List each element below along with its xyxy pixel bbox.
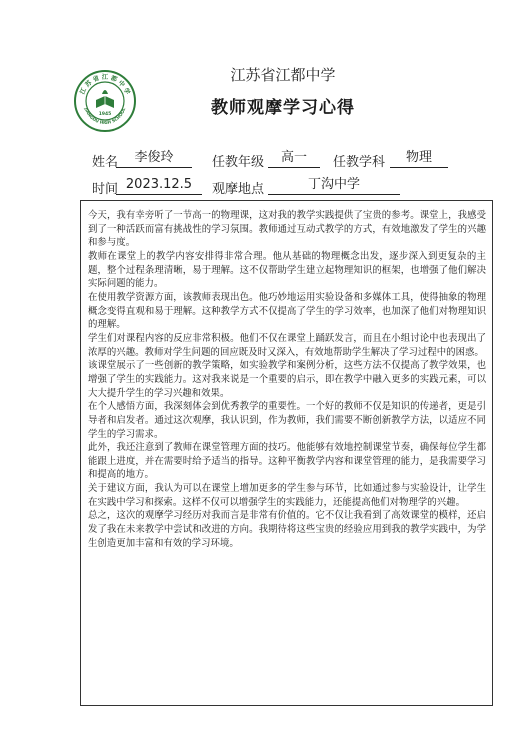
place-label: 观摩地点: [212, 182, 265, 197]
emblem-text-top: 江 苏 省 江 都 中 学: [79, 74, 131, 96]
name-label: 姓名: [92, 155, 119, 170]
paragraph-2: 教师在课堂上的教学内容安排得非常合理。他从基础的物理概念出发，逐步深入到更复杂的主题，整个过程条理清晰，易于理解。这不仅帮助学生建立起物理知识的框架，也增强了他们解决实际问题的能力。: [88, 250, 486, 290]
subject-label: 任教学科: [333, 155, 386, 170]
subject-value: 物理: [390, 149, 448, 168]
paragraph-1: 今天，我有幸旁听了一节高一的物理课，这对我的教学实践提供了宝贵的参考。课堂上，我感受到了一种活跃而富有挑战性的学习氛围。教师通过互动式教学的方式，有效地激发了学生的兴趣和参与度。: [88, 210, 486, 249]
paragraph-5: 该课堂展示了一些创新的教学策略，如实验教学和案例分析，这些方法不仅提高了教学效果，也增强了学生的实践能力。这对我来说是一个重要的启示，即在教学中融入更多的实践元素，可以大大提升学生的学习兴趣和效果。: [88, 360, 486, 399]
paragraph-7: 此外，我还注意到了教师在课堂管理方面的技巧。他能够有效地控制课堂节奏，确保每位学生都能跟上进度，并在需要时给予适当的指导。这种平衡教学内容和课堂管理的能力，是我需要学习和提高的地方。: [88, 442, 486, 481]
emblem-year: 1945: [98, 112, 112, 117]
name-value: 李俊玲: [116, 149, 192, 168]
place-value: 丁沟中学: [268, 176, 400, 195]
reflection-text-box: [80, 200, 493, 706]
document-title: 教师观摩学习心得: [211, 98, 355, 118]
grade-value: 高一: [268, 149, 320, 168]
emblem-text-bottom: JIANGDU HIGH SCHOOL: [83, 107, 127, 126]
paragraph-3: 在使用教学资源方面，该教师表现出色。他巧妙地运用实验设备和多媒体工具，使得抽象的物理概念变得直观和易于理解。这种教学方式不仅提高了学生的学习效率，也加深了他们对物理知识的理解。: [88, 291, 486, 331]
school-emblem-icon: [74, 70, 136, 132]
paragraph-8: 关于建议方面，我认为可以在课堂上增加更多的学生参与环节，比如通过参与实验设计，让学生在实践中学习和探索。这样不仅可以增强学生的实践能力，还能提高他们对物理学的兴趣。: [88, 483, 486, 508]
grade-label: 任教年级: [212, 155, 265, 170]
school-name: 江苏省江都中学: [230, 66, 336, 84]
time-value: 2023.12.5: [116, 176, 202, 195]
time-label: 时间: [92, 182, 119, 197]
paragraph-4: 学生们对课程内容的反应非常积极。他们不仅在课堂上踊跃发言，而且在小组讨论中也表现出了浓厚的兴趣。教师对学生问题的回应既及时又深入，有效地帮助学生解决了学习过程中的困惑。: [88, 332, 486, 358]
paragraph-9: 总之，这次的观摩学习经历对我而言是非常有价值的。它不仅让我看到了高效课堂的模样，还启发了我在未来教学中尝试和改进的方向。我期待将这些宝贵的经验应用到我的教学实践中，为学生创造更加丰富和有效的学习环境。: [88, 510, 486, 549]
paragraph-6: 在个人感悟方面，我深刻体会到优秀教学的重要性。一个好的教师不仅是知识的传递者，更是引导者和启发者。通过这次观摩，我认识到，作为教师，我们需要不断创新教学方法，以适应不同学生的学习需求。: [88, 401, 486, 440]
